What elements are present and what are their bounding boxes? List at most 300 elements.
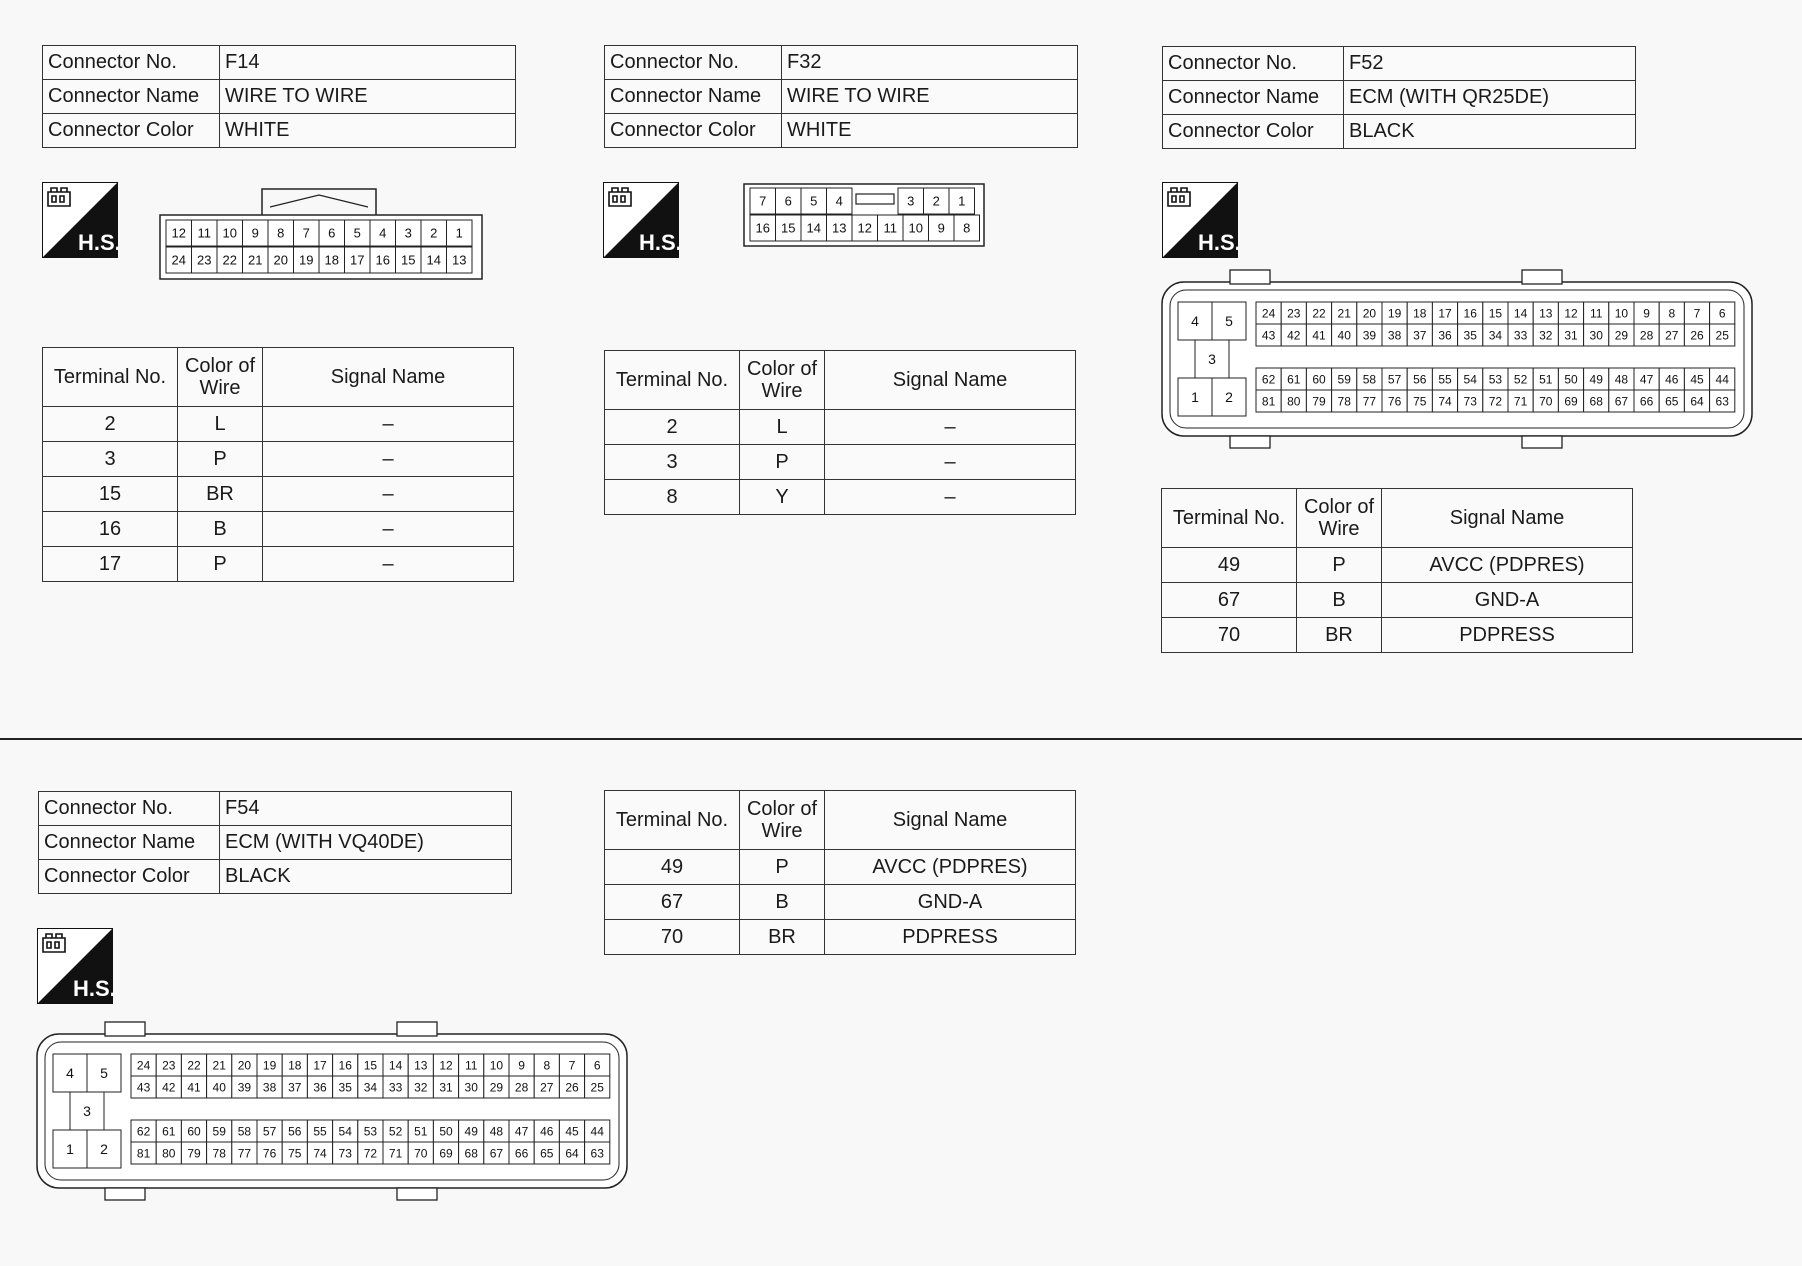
pin-number: 32 [414,1080,428,1095]
pin-number: 70 [414,1146,428,1161]
pin-number: 14 [426,252,441,268]
pin-number: 9 [251,225,259,241]
pin-number: 55 [313,1124,327,1139]
connector-no-row [1163,47,1636,81]
terminal-table-f14 [42,347,514,582]
terminal-table-header [605,351,1076,410]
pin-number: 25 [590,1080,604,1095]
pin-number: 17 [350,252,365,268]
pin-number: 46 [1665,372,1679,387]
connector-name-label: Connector Name [605,80,782,114]
terminal-no-cell: 70 [1162,618,1297,653]
connector-info-table-f32 [604,45,1078,148]
pin-number: 48 [489,1124,504,1139]
pin-number: 18 [288,1058,302,1073]
connector-no-value: F14 [220,46,516,80]
pin-number: 49 [464,1124,478,1139]
lock-tab [397,1188,437,1200]
pin-number: 53 [363,1124,378,1139]
table-row [605,850,1076,885]
pin-number: 5 [1225,313,1233,330]
pin-number: 5 [810,193,818,209]
pin-number: 17 [313,1058,327,1073]
pin-number: 3 [404,225,412,241]
terminal-no-cell: 2 [605,410,740,445]
pin-number: 77 [237,1146,252,1161]
pin-number: 7 [302,225,310,241]
wire-color-cell: P [740,445,825,480]
pin-number: 66 [514,1146,529,1161]
pin-number: 14 [388,1058,403,1073]
table-row [43,407,514,442]
pin-number: 26 [565,1080,579,1095]
pin-number: 62 [136,1124,151,1139]
terminal-no-cell: 67 [605,885,740,920]
pin-number: 79 [1312,394,1326,409]
terminal-no-header: Terminal No. [605,791,740,850]
connector-no-row [43,46,516,80]
pin-number: 80 [162,1146,176,1161]
lock-tab [105,1022,145,1036]
pin-number: 6 [1718,306,1726,321]
pin-number: 65 [1665,394,1679,409]
connector-color-label: Connector Color [43,114,220,148]
pin-number: 11 [464,1058,478,1073]
terminal-no-cell: 8 [605,480,740,515]
pin-number: 74 [313,1146,327,1161]
pin-number: 45 [565,1124,579,1139]
pin-number: 19 [1387,306,1402,321]
signal-name-header: Signal Name [825,351,1076,410]
pin-number: 46 [540,1124,554,1139]
section-divider [0,738,1802,740]
pin-number: 5 [100,1065,108,1082]
pin-number: 47 [1639,372,1654,387]
pin-number: 75 [288,1146,302,1161]
wire-color-cell: Y [740,480,825,515]
lock-slot [856,194,894,204]
connector-name-label: Connector Name [43,80,220,114]
wire-color-cell: BR [1297,618,1382,653]
pin-number: 34 [1488,328,1503,343]
pin-number: 13 [1539,306,1553,321]
pin-number: 11 [1589,306,1603,321]
connector-color-row [1163,115,1636,149]
pin-number: 15 [401,252,416,268]
lock-tab [1522,436,1562,448]
terminal-no-cell: 15 [43,477,178,512]
pin-number: 42 [1287,328,1301,343]
pin-number: 10 [489,1058,504,1073]
pin-number: 40 [1337,328,1351,343]
table-row [605,445,1076,480]
pin-number: 71 [388,1146,403,1161]
table-row [1162,548,1633,583]
pin-number: 57 [1387,372,1402,387]
signal-name-cell: – [263,407,514,442]
pin-number: 60 [1312,372,1326,387]
pin-number: 21 [248,252,263,268]
pin-number: 6 [328,225,336,241]
connector-diagram-f14 [158,185,488,286]
wire-color-cell: BR [178,477,263,512]
pin-number: 37 [1413,328,1427,343]
pin-number: 19 [299,252,314,268]
pin-number: 19 [262,1058,277,1073]
pin-number: 78 [1337,394,1351,409]
pin-number: 34 [363,1080,378,1095]
pin-number: 66 [1639,394,1654,409]
signal-name-cell: – [263,547,514,582]
pin-number: 81 [136,1146,151,1161]
pin-number: 16 [338,1058,352,1073]
pin-number: 32 [1539,328,1553,343]
pin-number: 80 [1287,394,1301,409]
pin-number: 3 [907,193,915,209]
pin-number: 28 [1639,328,1654,343]
signal-name-cell: – [825,445,1076,480]
table-row [605,410,1076,445]
table-row [605,920,1076,955]
connector-color-row [605,114,1078,148]
signal-name-header: Signal Name [263,348,514,407]
connector-no-row [39,792,512,826]
pin-number: 21 [212,1058,226,1073]
pin-number: 69 [439,1146,453,1161]
pin-number: 50 [439,1124,453,1139]
pin-number: 7 [1693,306,1701,321]
wire-color-cell: B [740,885,825,920]
connector-info-table-f14 [42,45,516,148]
harness-side-icon [1162,182,1238,258]
pin-number: 5 [353,225,361,241]
pin-number: 79 [187,1146,201,1161]
pin-number: 10 [908,220,923,236]
connector-color-label: Connector Color [605,114,782,148]
pin-number: 20 [237,1058,252,1073]
connector-diagram-f54 [35,1020,635,1207]
table-row [43,442,514,477]
pin-number: 65 [540,1146,554,1161]
pin-number: 41 [187,1080,201,1095]
pin-number: 11 [883,220,897,236]
connector-diagram-f32 [742,182,986,253]
table-row [605,885,1076,920]
pin-number: 8 [963,220,971,236]
pin-number: 4 [379,225,387,241]
pin-number: 35 [1463,328,1477,343]
pin-number: 75 [1413,394,1427,409]
connector-name-row [605,80,1078,114]
pin-number: 27 [540,1080,554,1095]
signal-name-cell: GND-A [825,885,1076,920]
connector-no-label: Connector No. [605,46,782,80]
pin-number: 30 [464,1080,478,1095]
lock-tab [1522,270,1562,284]
lock-ramp [270,195,368,207]
table-row [605,480,1076,515]
pin-number: 30 [1589,328,1603,343]
pin-number: 45 [1690,372,1704,387]
pin-number: 18 [324,252,339,268]
pin-number: 4 [1191,313,1199,330]
pin-number: 1 [66,1141,74,1158]
pin-number: 71 [1513,394,1528,409]
wire-color-cell: BR [740,920,825,955]
pin-number: 1 [1191,389,1199,406]
signal-name-cell: – [263,512,514,547]
connector-name-label: Connector Name [39,826,220,860]
pin-number: 70 [1539,394,1553,409]
pin-number: 16 [755,220,770,236]
pin-number: 23 [197,252,212,268]
terminal-no-header: Terminal No. [1162,489,1297,548]
pin-number: 13 [832,220,847,236]
connector-no-label: Connector No. [43,46,220,80]
pin-number: 33 [388,1080,403,1095]
terminal-table-header [43,348,514,407]
pin-number: 12 [171,225,186,241]
lock-tab [1230,270,1270,284]
connector-color-label: Connector Color [39,860,220,894]
pin-number: 52 [1513,372,1528,387]
pin-number: 51 [414,1124,428,1139]
connector-name-row [39,826,512,860]
terminal-table-f32 [604,350,1076,515]
pin-number: 42 [162,1080,176,1095]
pin-number: 20 [1362,306,1377,321]
pin-number: 72 [1488,394,1503,409]
pin-number: 11 [197,225,211,241]
lock-tab [1230,436,1270,448]
pin-number: 1 [455,225,463,241]
pin-number: 41 [1312,328,1326,343]
connector-name-row [1163,81,1636,115]
pin-number: 3 [83,1103,91,1120]
pin-number: 24 [136,1058,151,1073]
signal-name-cell: PDPRESS [825,920,1076,955]
connector-color-value: BLACK [1344,115,1636,149]
pin-number: 21 [1337,306,1351,321]
pin-number: 47 [514,1124,529,1139]
hs-label: H.S. [78,230,118,255]
pin-number: 2 [1225,389,1233,406]
connector-diagram-f52 [1160,268,1760,455]
pin-number: 38 [1387,328,1402,343]
pin-number: 44 [590,1124,604,1139]
pin-number: 20 [273,252,288,268]
connector-name-value: ECM (WITH VQ40DE) [220,826,512,860]
signal-name-cell: – [825,480,1076,515]
pin-number: 67 [1614,394,1629,409]
table-row [43,477,514,512]
pin-number: 25 [1715,328,1729,343]
signal-name-cell: AVCC (PDPRES) [825,850,1076,885]
connector-color-row [39,860,512,894]
pin-number: 16 [375,252,390,268]
signal-name-cell: – [825,410,1076,445]
signal-name-header: Signal Name [1382,489,1633,548]
pin-number: 2 [932,193,940,209]
terminal-no-cell: 16 [43,512,178,547]
lock-tab [105,1188,145,1200]
terminal-table-header [605,791,1076,850]
signal-name-cell: – [263,442,514,477]
connector-no-value: F52 [1344,47,1636,81]
harness-side-icon [37,928,113,1004]
pin-number: 2 [430,225,438,241]
pin-number: 64 [565,1146,579,1161]
terminal-no-cell: 3 [43,442,178,477]
pin-number: 61 [1287,372,1301,387]
pin-number: 27 [1665,328,1679,343]
connector-no-value: F32 [782,46,1078,80]
pin-number: 31 [439,1080,453,1095]
pin-number: 22 [187,1058,201,1073]
pin-number: 72 [363,1146,378,1161]
pin-number: 37 [288,1080,302,1095]
connector-color-row [43,114,516,148]
pin-number: 7 [759,193,767,209]
pin-number: 81 [1261,394,1276,409]
pin-number: 13 [414,1058,428,1073]
connector-name-label: Connector Name [1163,81,1344,115]
pin-number: 9 [1643,306,1650,321]
terminal-no-cell: 3 [605,445,740,480]
pin-number: 3 [1208,351,1216,368]
pin-number: 13 [452,252,467,268]
pin-number: 4 [66,1065,74,1082]
connector-name-value: WIRE TO WIRE [220,80,516,114]
connector-info-table-f54 [38,791,512,894]
pin-number: 14 [806,220,821,236]
terminal-no-header: Terminal No. [605,351,740,410]
pin-number: 36 [313,1080,327,1095]
terminal-no-cell: 70 [605,920,740,955]
pin-number: 7 [568,1058,576,1073]
pin-number: 59 [1337,372,1351,387]
connector-name-value: ECM (WITH QR25DE) [1344,81,1636,115]
color-of-wire-header: Color of Wire [178,348,263,407]
pin-number: 63 [590,1146,604,1161]
terminal-table-f54 [604,790,1076,955]
connector-color-value: WHITE [782,114,1078,148]
pin-number: 26 [1690,328,1704,343]
pin-number: 56 [1413,372,1427,387]
connector-no-label: Connector No. [39,792,220,826]
wire-color-cell: P [178,442,263,477]
pin-number: 44 [1715,372,1729,387]
pin-number: 68 [464,1146,478,1161]
pin-number: 23 [1287,306,1301,321]
pin-number: 29 [489,1080,504,1095]
wire-color-cell: B [178,512,263,547]
pin-number: 40 [212,1080,226,1095]
connector-color-value: WHITE [220,114,516,148]
pin-number: 2 [100,1141,108,1158]
pin-number: 50 [1564,372,1578,387]
pin-number: 78 [212,1146,226,1161]
pin-number: 76 [262,1146,277,1161]
pin-number: 54 [1463,372,1477,387]
wire-color-cell: L [178,407,263,442]
pin-number: 73 [338,1146,352,1161]
pin-number: 38 [262,1080,277,1095]
table-row [43,512,514,547]
pin-number: 39 [237,1080,252,1095]
signal-name-cell: PDPRESS [1382,618,1633,653]
pin-number: 58 [1362,372,1377,387]
pin-number: 35 [338,1080,352,1095]
terminal-no-cell: 49 [605,850,740,885]
table-row [1162,618,1633,653]
pin-number: 8 [277,225,285,241]
pin-number: 9 [518,1058,525,1073]
lock-tab [262,189,376,215]
pin-number: 15 [363,1058,378,1073]
pin-number: 43 [136,1080,151,1095]
pin-number: 1 [958,193,966,209]
lock-tab [397,1022,437,1036]
pin-number: 55 [1438,372,1452,387]
pin-number: 63 [1715,394,1729,409]
color-of-wire-header: Color of Wire [740,791,825,850]
signal-name-cell: AVCC (PDPRES) [1382,548,1633,583]
pin-number: 60 [187,1124,201,1139]
wire-color-cell: P [178,547,263,582]
pin-number: 69 [1564,394,1578,409]
wire-color-cell: B [1297,583,1382,618]
color-of-wire-header: Color of Wire [740,351,825,410]
pin-number: 12 [1564,306,1578,321]
signal-name-header: Signal Name [825,791,1076,850]
hs-label: H.S. [73,976,113,1001]
pin-number: 9 [937,220,945,236]
connector-name-row [43,80,516,114]
pin-number: 10 [222,225,237,241]
pin-number: 22 [1312,306,1326,321]
pin-number: 36 [1438,328,1452,343]
pin-number: 61 [162,1124,176,1139]
pin-number: 52 [388,1124,403,1139]
pin-number: 15 [1488,306,1503,321]
pin-number: 10 [1614,306,1629,321]
pin-number: 74 [1438,394,1452,409]
pin-number: 24 [1261,306,1276,321]
pin-number: 51 [1539,372,1553,387]
pin-number: 39 [1362,328,1377,343]
terminal-no-cell: 67 [1162,583,1297,618]
connector-name-value: WIRE TO WIRE [782,80,1078,114]
terminal-table-header [1162,489,1633,548]
connector-color-label: Connector Color [1163,115,1344,149]
connector-no-label: Connector No. [1163,47,1344,81]
pin-number: 12 [857,220,872,236]
connector-no-value: F54 [220,792,512,826]
pin-number: 23 [162,1058,176,1073]
pin-number: 54 [338,1124,352,1139]
pin-number: 16 [1463,306,1477,321]
connector-info-table-f52 [1162,46,1636,149]
signal-name-cell: – [263,477,514,512]
table-row [43,547,514,582]
pin-number: 15 [781,220,796,236]
harness-side-icon [42,182,118,258]
pin-number: 73 [1463,394,1477,409]
pin-number: 17 [1438,306,1452,321]
terminal-no-cell: 49 [1162,548,1297,583]
pin-number: 18 [1413,306,1427,321]
